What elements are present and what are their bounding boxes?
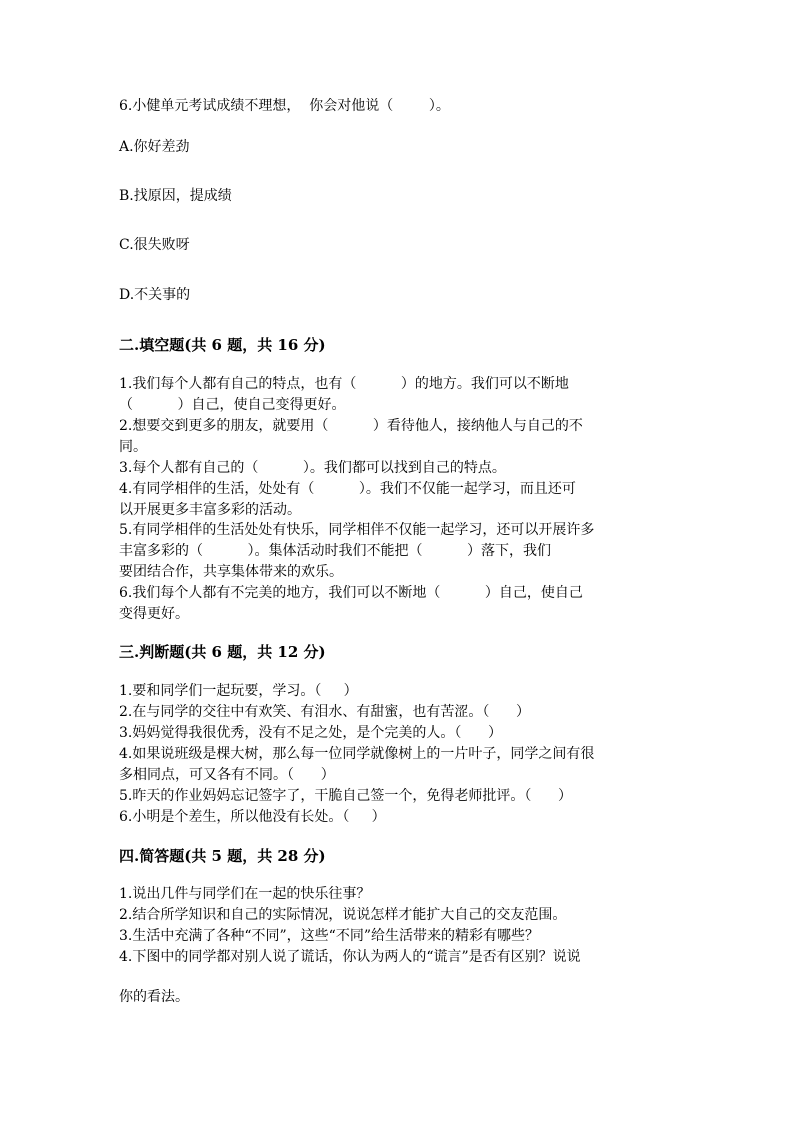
short-answer-line: 1.说出几件与同学们在一起的快乐往事？ [119,886,371,902]
true-false-line: 3.妈妈觉得我很优秀，没有不足之处，是个完美的人。（ ） [119,725,503,741]
true-false-line: 2.在与同学的交往中有欢笑、有泪水、有甜蜜，也有苦涩。（ ） [119,704,531,720]
fill-blank-line: 同。 [119,439,147,455]
fill-blank-line: 以开展更多丰富多彩的活动。 [119,502,301,518]
short-answer-line: 4.下图中的同学都对别人说了谎话，你认为两人的“谎言”是否有区别？说说 [119,949,581,965]
fill-blank-line: 变得更好。 [119,606,189,622]
fill-blank-line: 2.想要交到更多的朋友，就要用（ ）看待他人，接纳他人与自己的不 [119,418,583,434]
question-6-stem: 6.小健单元考试成绩不理想， 你会对他说（ ）。 [119,98,450,114]
fill-blank-line: 5.有同学相伴的生活处处有快乐，同学相伴不仅能一起学习，还可以开展许多 [119,522,595,538]
option-b: B.找原因，提成绩 [119,188,232,204]
fill-blank-line: 1.我们每个人都有自己的特点，也有（ ）的地方。我们可以不断地 [119,376,569,392]
fill-blank-line: （ ）自己，使自己变得更好。 [119,397,346,413]
option-c: C.很失败呀 [119,237,190,253]
fill-blank-line: 3.每个人都有自己的（ ）。我们都可以找到自己的特点。 [119,460,506,476]
fill-blank-line: 6.我们每个人都有不完美的地方，我们可以不断地（ ）自己，使自己 [119,585,583,601]
true-false-line: 4.如果说班级是棵大树，那么每一位同学就像树上的一片叶子，同学之间有很 [119,746,595,762]
section-3-heading: 三.判断题(共 6 题，共 12 分) [119,643,326,661]
fill-blank-line: 4.有同学相伴的生活，处处有（ ）。我们不仅能一起学习，而且还可 [119,481,576,497]
fill-blank-line: 丰富多彩的（ ）。集体活动时我们不能把（ ）落下，我们 [119,543,552,559]
section-4-heading: 四.简答题(共 5 题，共 28 分) [119,847,326,865]
true-false-line: 1.要和同学们一起玩要，学习。（ ） [119,683,358,699]
true-false-line: 多相同点，可又各有不同。（ ） [119,767,335,783]
option-a: A.你好差劲 [119,139,190,155]
true-false-line: 6.小明是个差生，所以他没有长处。（ ） [119,809,386,825]
fill-blank-line: 要团结合作，共享集体带来的欢乐。 [119,564,343,580]
section-2-heading: 二.填空题(共 6 题，共 16 分) [119,336,326,354]
short-answer-line: 3.生活中充满了各种“不同”，这些“不同”给生活带来的精彩有哪些？ [119,928,539,944]
short-answer-line: 2.结合所学知识和自己的实际情况，说说怎样才能扩大自己的交友范围。 [119,907,567,923]
short-answer-line: 你的看法。 [119,989,189,1005]
true-false-line: 5.昨天的作业妈妈忘记签字了，干脆自己签一个，免得老师批评。（ ） [119,788,573,804]
option-d: D.不关事的 [119,287,191,303]
